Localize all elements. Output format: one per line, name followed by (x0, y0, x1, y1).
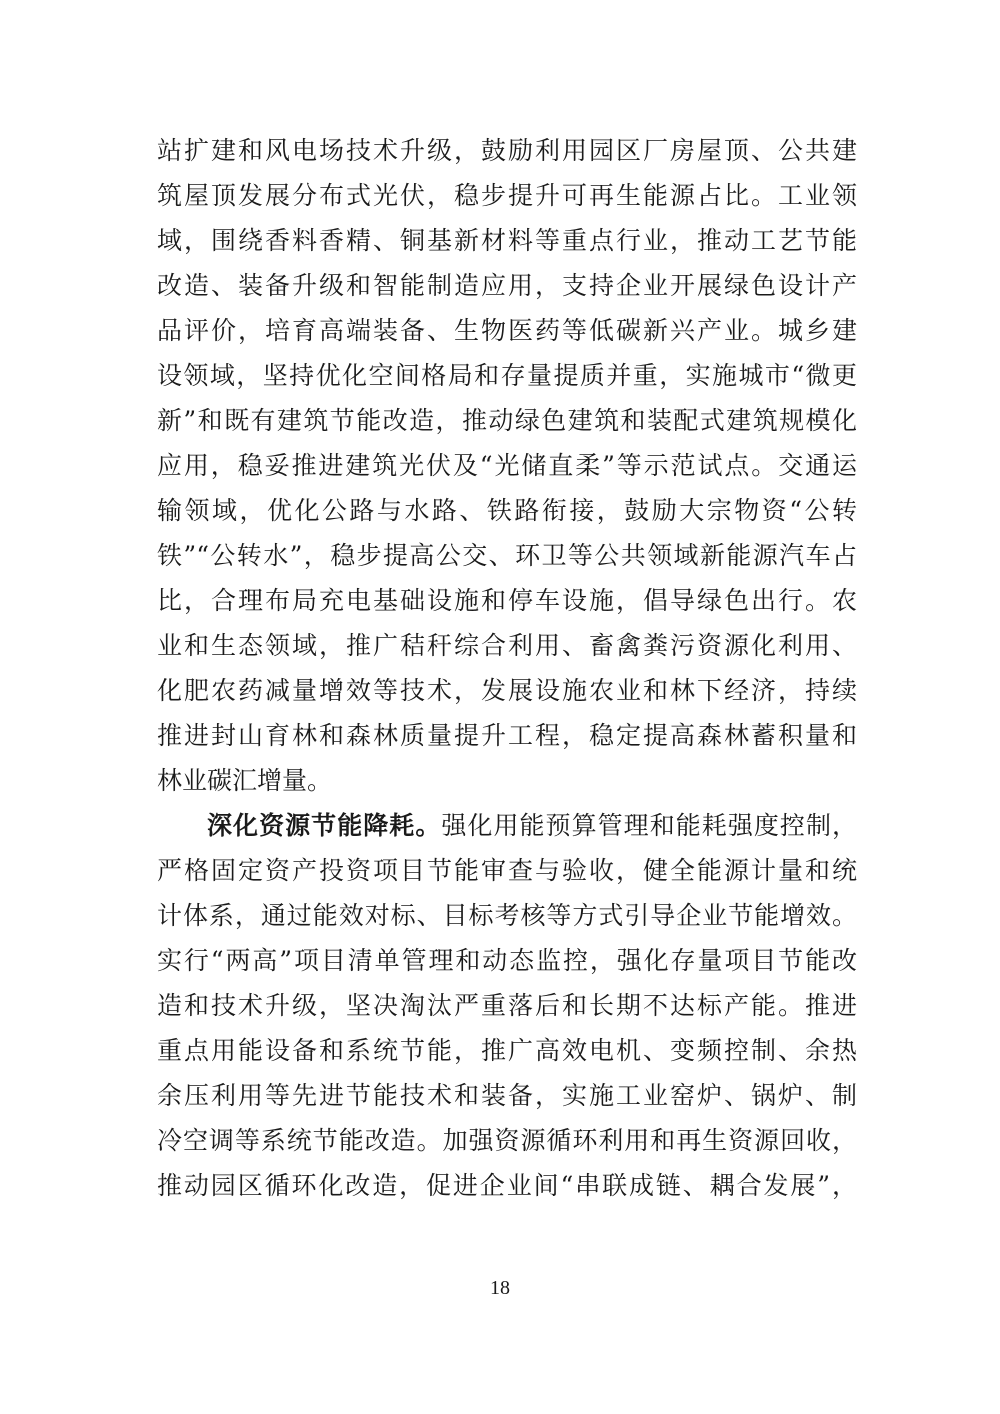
text-line: 站扩建和风电场技术升级，鼓励利用园区厂房屋顶、公共建 (157, 136, 857, 165)
text-line: 余压利用等先进节能技术和装备，实施工业窑炉、锅炉、制 (157, 1081, 857, 1110)
text-line: 严格固定资产投资项目节能审查与验收，健全能源计量和统 (157, 856, 857, 885)
paragraph-1 (157, 128, 857, 803)
text-line: 实行“两高”项目清单管理和动态监控，强化存量项目节能改 (157, 946, 857, 975)
text-line-lead (157, 803, 857, 848)
body-text (157, 128, 857, 1208)
text-line: 改造、装备升级和智能制造应用，支持企业开展绿色设计产 (157, 271, 857, 300)
paragraph-heading: 深化资源节能降耗。 (207, 811, 442, 840)
text-line: 设领域，坚持优化空间格局和存量提质并重，实施城市“微更 (157, 361, 857, 390)
text-line: 品评价，培育高端装备、生物医药等低碳新兴产业。城乡建 (157, 316, 857, 345)
text-line: 化肥农药减量增效等技术，发展设施农业和林下经济，持续 (157, 676, 857, 705)
text-line: 应用，稳妥推进建筑光伏及“光储直柔”等示范试点。交通运 (157, 451, 857, 480)
text-line: 林业碳汇增量。 (157, 766, 333, 795)
text-line: 输领域，优化公路与水路、铁路衔接，鼓励大宗物资“公转 (157, 496, 857, 525)
text-line: 比，合理布局充电基础设施和停车设施，倡导绿色出行。农 (157, 586, 857, 615)
text-line: 冷空调等系统节能改造。加强资源循环利用和再生资源回收， (157, 1126, 857, 1155)
page-number: 18 (490, 1277, 510, 1299)
text-line: 推动园区循环化改造，促进企业间“串联成链、耦合发展”， (157, 1171, 857, 1200)
text-line: 重点用能设备和系统节能，推广高效电机、变频控制、余热 (157, 1036, 857, 1065)
text-line: 推进封山育林和森林质量提升工程，稳定提高森林蓄积量和 (157, 721, 857, 750)
text-line: 域，围绕香料香精、铜基新材料等重点行业，推动工艺节能 (157, 226, 857, 255)
text-line: 造和技术升级，坚决淘汰严重落后和长期不达标产能。推进 (157, 991, 857, 1020)
text-line: 业和生态领域，推广秸秆综合利用、畜禽粪污资源化利用、 (157, 631, 857, 660)
text-line: 新”和既有建筑节能改造，推动绿色建筑和装配式建筑规模化 (157, 406, 857, 435)
text-line: 计体系，通过能效对标、目标考核等方式引导企业节能增效。 (157, 901, 857, 930)
text-fragment: 强化用能预算管理和能耗强度控制， (441, 811, 857, 840)
text-line: 筑屋顶发展分布式光伏，稳步提升可再生能源占比。工业领 (157, 181, 857, 210)
paragraph-2 (157, 803, 857, 1208)
text-line: 铁”“公转水”，稳步提高公交、环卫等公共领域新能源汽车占 (157, 541, 857, 570)
